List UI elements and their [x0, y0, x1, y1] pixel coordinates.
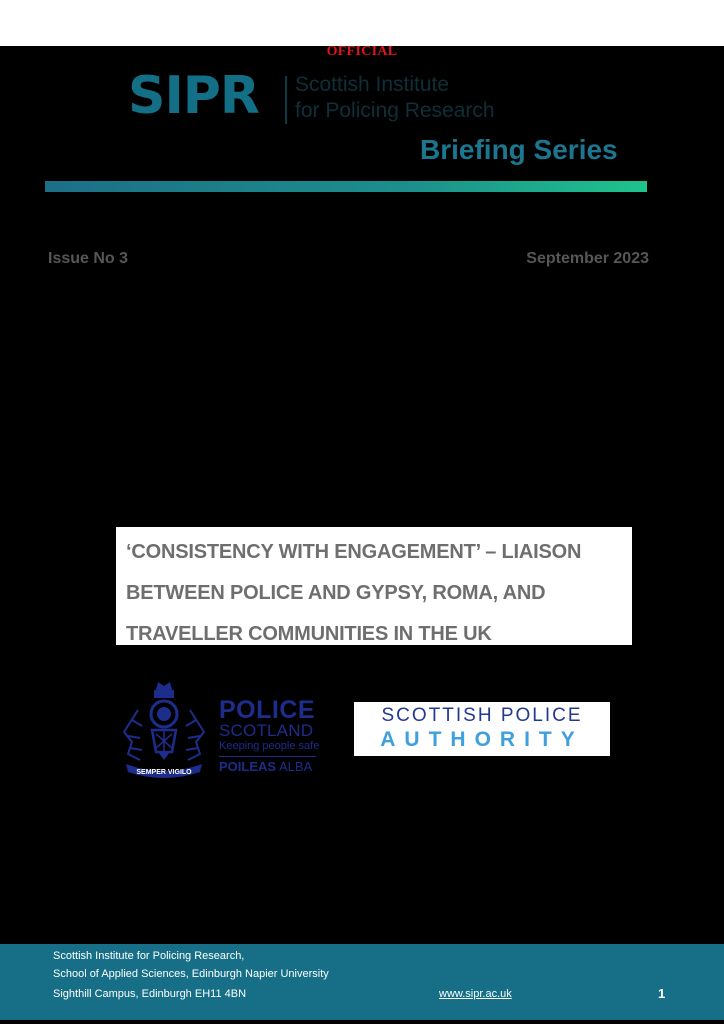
- footer: [0, 944, 724, 1020]
- police-crest-icon: [118, 680, 210, 780]
- accent-bar: [45, 181, 647, 192]
- footer-address-line1: Scottish Institute for Policing Research,: [53, 950, 245, 962]
- issue-number: Issue No 3: [48, 250, 129, 267]
- police-scotland-logo: [118, 680, 328, 780]
- scottish-police-authority-logo: [354, 702, 610, 756]
- police-scotland-line1: POLICE: [219, 696, 316, 724]
- logo-divider: [285, 76, 287, 124]
- police-scotland-rule: [219, 756, 316, 757]
- website-link[interactable]: www.sipr.ac.uk: [439, 988, 512, 1000]
- title-box: [116, 527, 632, 645]
- briefing-title: ‘CONSISTENCY WITH ENGAGEMENT’ – LIAISON BETWEEN POLICE AND GYPSY, ROMA, AND TRAVELLER COMMUNITIES IN THE UK: [126, 541, 582, 645]
- page-number: 1: [658, 986, 666, 1001]
- sipr-logo: [128, 66, 568, 126]
- institute-name: Scottish Institute for Policing Research: [295, 73, 495, 122]
- classification-label: OFFICIAL: [326, 44, 398, 59]
- spa-line1: SCOTTISH POLICE: [381, 705, 583, 726]
- sipr-wordmark: SIPR: [128, 66, 259, 126]
- police-scotland-gaelic: POILEAS ALBA: [219, 759, 313, 774]
- publication-date: September 2023: [526, 250, 649, 267]
- footer-address-line2: School of Applied Sciences, Edinburgh Napier University: [53, 968, 329, 980]
- police-motto: SEMPER VIGILO: [136, 769, 192, 776]
- spa-line2: AUTHORITY: [380, 728, 584, 751]
- police-scotland-text: [219, 698, 319, 774]
- footer-address-line3: Sighthill Campus, Edinburgh EH11 4BN: [53, 988, 247, 1000]
- police-scotland-tagline: Keeping people safe: [219, 740, 320, 752]
- police-scotland-line2: SCOTLAND: [219, 721, 314, 740]
- briefing-series-title: Briefing Series: [420, 134, 618, 165]
